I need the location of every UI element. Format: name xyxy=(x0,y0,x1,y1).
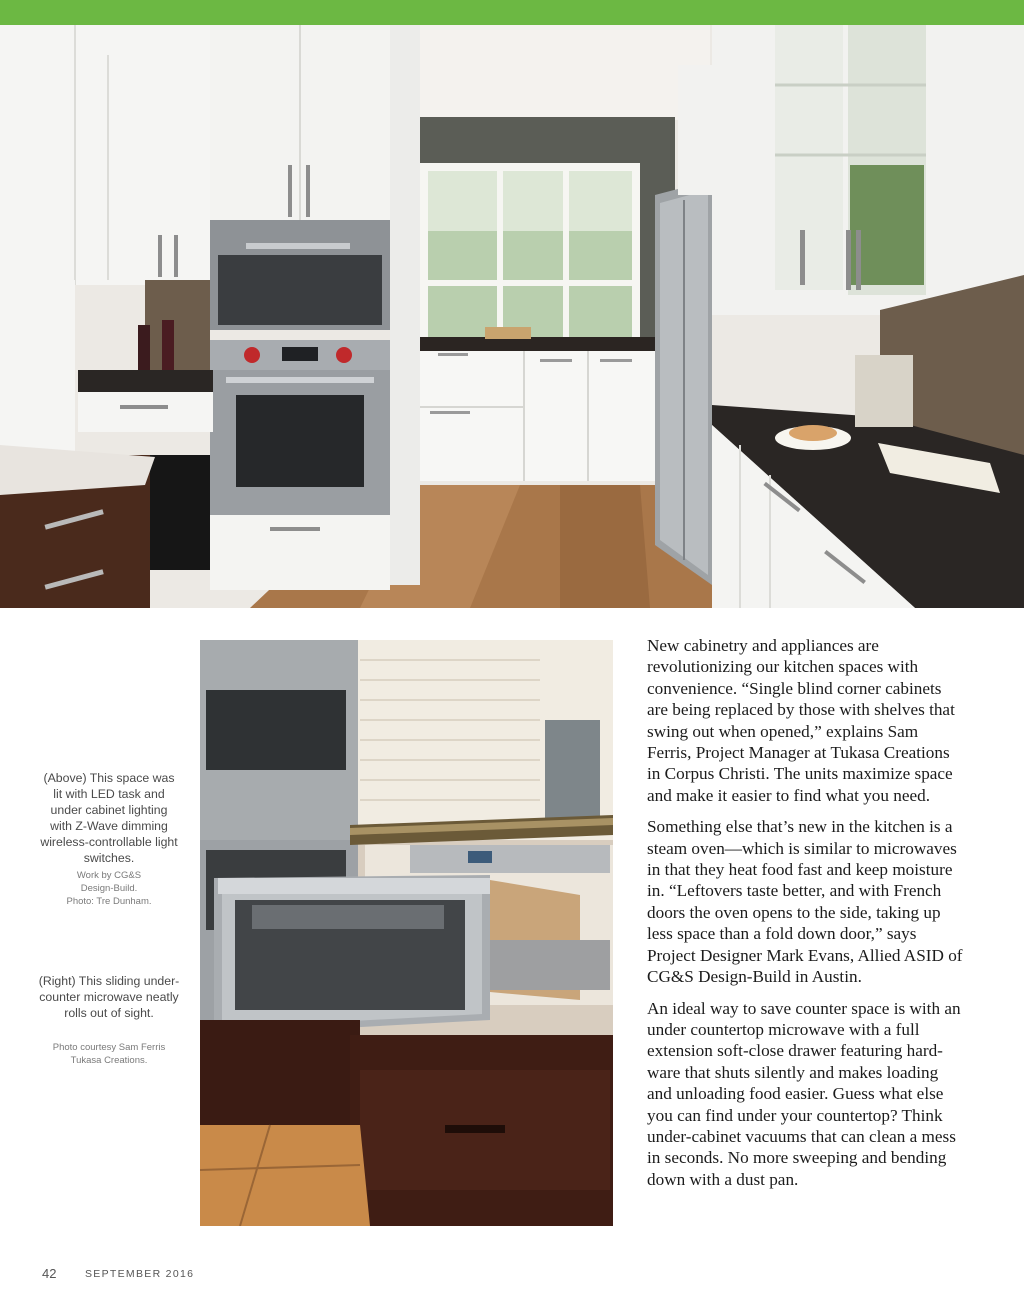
credit-line: Photo: Tre Dunham. xyxy=(66,896,152,907)
credit-line: Work by CG&S xyxy=(76,870,142,881)
caption-above: (Above) This space was lit with LED task and under cabinet lighting with Z-Wave dimming wireless-controllable light switches. xyxy=(40,771,178,865)
credit-line: Tukasa Creations. xyxy=(70,1055,148,1066)
article-paragraph: Something else that’s new in the kitchen is a steam oven—which is similar to microwaves in that they heat food fast and keep moisture in. “Leftovers taste better, and with French doors the oven opens to the side, taking up less space than a fold down door,” says Project Designer Mark Evans, Allied ASID of CG&S Design-Build in Austin. xyxy=(647,817,963,987)
hero-photo xyxy=(0,25,1024,608)
accent-bar xyxy=(0,0,1024,25)
caption-right: (Right) This sliding under-counter microwave neatly rolls out of sight. xyxy=(38,974,180,1020)
caption-above-credit xyxy=(38,869,180,908)
caption-right-credit xyxy=(38,1041,180,1067)
article-body xyxy=(647,635,965,1200)
credit-line: Photo courtesy Sam Ferris xyxy=(52,1042,166,1053)
page-number: 42 xyxy=(42,1266,57,1281)
article-paragraph: New cabinetry and appliances are revolutionizing our kitchen spaces with convenience. “Single blind corner cabinets are being replaced by those with shelves that swing out when opened,” explains Sam Ferris, Project Manager at Tukasa Creations in Corpus Christi. The units maximize space and make it easier to find what you need. xyxy=(647,636,955,805)
issue-date: SEPTEMBER 2016 xyxy=(85,1268,195,1280)
credit-line: Design-Build. xyxy=(80,883,138,894)
inset-photo xyxy=(200,640,613,1226)
article-paragraph: An ideal way to save counter space is with an under countertop microwave with a full extension soft-close drawer featuring hard-ware that shuts silently and makes loading and unloading food easier. Guess what else you can find under your countertop? Think under-cabinet vacuums that can clean a mess in seconds. No more sweeping and bending down with a dust pan. xyxy=(647,998,961,1189)
